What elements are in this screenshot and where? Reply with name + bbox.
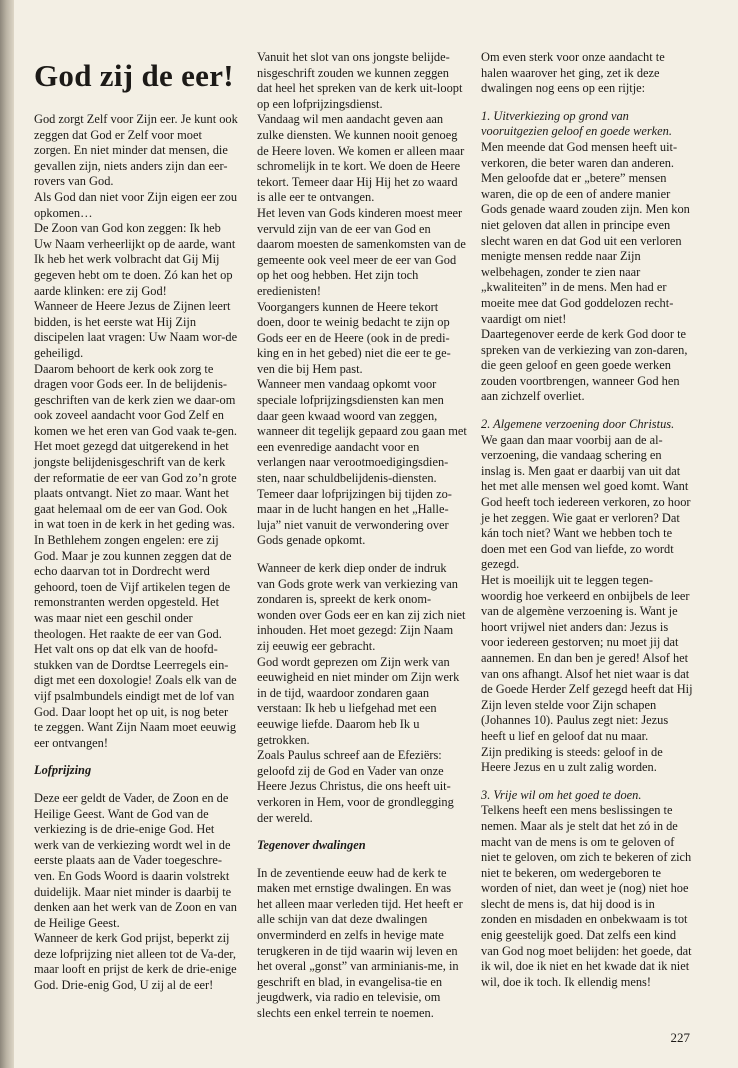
paragraph: Telkens heeft een mens beslissingen te nemen. Maar als je stelt dat het zó in de macht van de mens is om te geloven of niet te geloven, om zich te bekeren of zich niet te bekeren, om wedergeboren te worden of niet, dan weet je (nog) niet hoe slecht de mens is, dat hij dood is in zonden en misdaden en onbekwaam is tot enig geestelijk goed. Dat zelfs een kind van God nog moet belijden: het goede, dat ik wil, doe ik niet en het kwade dat ik niet wil, doe ik toch. Ik ellendig mens!	[481, 803, 692, 989]
page-number: 227	[670, 1030, 690, 1045]
article-title: God zij de eer!	[34, 58, 234, 93]
paragraph: Deze eer geldt de Vader, de Zoon en de Heilige Geest. Want de God van de verkiezing is de drie-enige God. Het werk van de verkiezing wordt wel in de eerste plaats aan de Vader toegeschre-ven. En Gods Woord is daarin volstrekt duidelijk. Maar niet minder is daarbij te denken aan het werk van de Zoon en van de Heilige Geest.	[34, 790, 237, 930]
paragraph: Zijn prediking is steeds: geloof in de Heere Jezus en u zult zalig worden.	[481, 744, 663, 775]
paragraph: Wanneer men vandaag opkomt voor speciale lofprijzingsdiensten kan men daar geen kwaad woord van zeggen, wanneer dit tegelijk gepaard zou gaan met een evenredige aandacht voor en verlangen naar verootmoedigingsdien-sten, naar schuldbelijdenis-diensten. Temeer daar lofprijzingen bij tijden zo-maar in de lucht hangen en het „Halle-luja” niet vanuit de verwondering over Gods genade opkomt.	[257, 377, 467, 548]
book-spine-shadow	[0, 0, 14, 1068]
paragraph: Vanuit het slot van ons jongste belijde-nisgeschrift zouden we kunnen zeggen dat heel het spreken van de kerk uit-loopt op een lofprijzingsdienst.	[257, 50, 463, 111]
column-3	[481, 50, 693, 990]
subheading-vrije-wil: 3. Vrije wil om het goed te doen.	[481, 787, 642, 802]
section-heading-lofprijzing: Lofprijzing	[34, 763, 92, 778]
paragraph: In Bethlehem zongen engelen: ere zij God. Maar je zou kunnen zeggen dat de echo daarvan tot in Dordrecht werd gehoord, toen de Vijf artikelen tegen de remonstranten werden opgesteld. Het was maar niet een geschil onder theologen. Het raakte de eer van God. Het valt ons op dat elk van de hoofd-stukken van de Dordtse Leerregels ein-digt met een doxologie! Zoals elk van de vijf psalmbundels eindigt met de lof van God. Daar loopt het op uit, is nog beter te zeggen. Want Zijn Naam moet eeuwig eer ontvangen!	[34, 533, 237, 750]
paragraph: We gaan dan maar voorbij aan de al-verzoening, die vandaag schering en inslag is. Men gaat er daarbij van uit dat het met alle mensen wel goed komt. Want God heeft toch iedereen verkoren, zo hoor je het zeggen. Wie gaat er verloren? Dat kán toch niet? Want we hebben toch te doen met een God van liefde, zo wordt gezegd.	[481, 432, 691, 572]
paragraph: Wanneer de kerk diep onder de indruk van Gods grote werk van verkiezing van zondaren is, spreekt de kerk onom-wonden over Gods eer en kan zij zich niet inhouden. Het moet gezegd: Zijn Naam zij eeuwig eer gebracht.	[257, 561, 466, 653]
paragraph: Voorgangers kunnen de Heere tekort doen, door te weinig bedacht te zijn op Gods eer en de Heere (ook in de predi-king en in het gebed) niet die eer te ge-ven die bij Hem past.	[257, 299, 451, 376]
paragraph: Het moet gezegd dat uitgerekend in het jongste belijdenisgeschrift van de kerk der reformatie de eer van God zo’n grote plaats ontvangt. Niet zo maar. Want het gaat helemaal om de eer van God. Ook in wat toen in de kerk in het geding was.	[34, 439, 237, 532]
paragraph: Het leven van Gods kinderen moest meer vervuld zijn van de eer van God en daarom moesten de samenkomsten van de gemeente ook veel meer de eer van God op het oog hebben. Het zijn toch eredienisten!	[257, 205, 466, 298]
paragraph: Men meende dat God mensen heeft uit-verkoren, die beter waren dan anderen. Men geloofde dat er „betere” mensen waren, die op de een of andere manier Gods genade waard zouden zijn. Men kon niet geloven dat allen in principe even slecht waren en dat God uit een verloren menigte mensen redde naar Zijn welbehagen, zonder te zien naar „kwaliteiten” in de mens. Men had er moeite mee dat God goddelozen recht-vaardigt om niet!	[481, 139, 690, 326]
paragraph: Om even sterk voor onze aandacht te halen waarover het ging, zet ik deze dwalingen nog eens op een rijtje:	[481, 50, 665, 96]
paragraph: In de zeventiende eeuw had de kerk te maken met ernstige dwalingen. En was het alleen maar verleden tijd. Het heeft er alle schijn van dat deze dwalingen onverminderd en zelfs in hevige mate terugkeren in de tijd waarin wij leven en het overal „gonst” van arminianis-me, in geschrift en blad, in evangelisa-tie en jeugdwerk, via radio en televisie, om slechts een enkel terrein te noemen.	[257, 865, 463, 1021]
paragraph: God wordt geprezen om Zijn werk van eeuwigheid en niet minder om Zijn werk in de tijd, waardoor zondaren gaan verstaan: Ik heb u liefgehad met een eeuwige liefde. Daarom heb Ik u getrokken.	[257, 654, 460, 747]
subheading-algemene-verzoening: 2. Algemene verzoening door Christus.	[481, 417, 675, 432]
paragraph: Vandaag wil men aandacht geven aan zulke diensten. We kunnen nooit genoeg de Heere loven. We komen er alleen maar schromelijk in te kort. We doen de Heere tekort. Temeer daar Hij Hij het zo waard is alle eer te ontvangen.	[257, 112, 465, 205]
subheading-uitverkiezing: 1. Uitverkiezing op grond van vooruitgezien geloof en goede werken.	[481, 108, 672, 139]
section-heading-tegenover-dwalingen: Tegenover dwalingen	[257, 838, 366, 853]
paragraph: Wanneer de kerk God prijst, beperkt zij deze lofprijzing niet alleen tot de Va-der, maar looft en prijst de kerk de drie-enige God. Drie-enig God, U zij al de eer!	[34, 931, 237, 993]
column-1	[34, 50, 240, 994]
column-2	[257, 50, 467, 1022]
paragraph: Zoals Paulus schreef aan de Efeziërs: geloofd zij de God en Vader van onze Heere Jezus Christus, die ons heeft uit-verkoren in Hem, voor de grondlegging der wereld.	[257, 748, 454, 825]
paragraph: Daartegenover eerde de kerk God door te spreken van de verkiezing van zon-daren, die geen geloof en geen goede werken zouden voortbrengen, wanneer God hen aan zichzelf overliet.	[481, 327, 688, 404]
paragraph: Wanneer de Heere Jezus de Zijnen leert bidden, is het eerste wat Hij Zijn discipelen laat vragen: Uw Naam wor-de geheiligd.	[34, 299, 238, 360]
paragraph: God zorgt Zelf voor Zijn eer. Je kunt ook zeggen dat God er Zelf voor moet zorgen. En niet minder dat mensen, die gevallen zijn, niets anders zijn dan eer-rovers van God.	[34, 112, 238, 189]
paragraph: Als God dan niet voor Zijn eigen eer zou opkomen…	[34, 189, 238, 220]
paragraph: Daarom behoort de kerk ook zorg te dragen voor Gods eer. In de belijdenis-geschriften van de kerk zien we daar-om ook zoveel aandacht voor God Zelf en komen we het eren van God vaak te-gen.	[34, 361, 237, 438]
magazine-page	[14, 0, 738, 1068]
paragraph: De Zoon van God kon zeggen: Ik heb Uw Naam verheerlijkt op de aarde, want Ik heb het werk volbracht dat Gij Mij gegeven hebt om te doen. Zó kan het op aarde klinken: ere zij God!	[34, 221, 236, 298]
paragraph: Het is moeilijk uit te leggen tegen-woordig hoe verkeerd en onbijbels de leer van de algemène verzoening is. Want je hoort vrijwel niet anders dan: Jezus is voor iedereen gestorven; nu moet jij dat aannemen. En dan ben je gered! Alsof het van ons afhangt. Alsof het niet waar is dat de Goede Herder Zelf gezegd heeft dat Hij Zijn leven stelde voor Zijn schapen (Johannes 10). Paulus zegt niet: Jezus heeft u lief en geloof dat nu maar.	[481, 573, 693, 743]
